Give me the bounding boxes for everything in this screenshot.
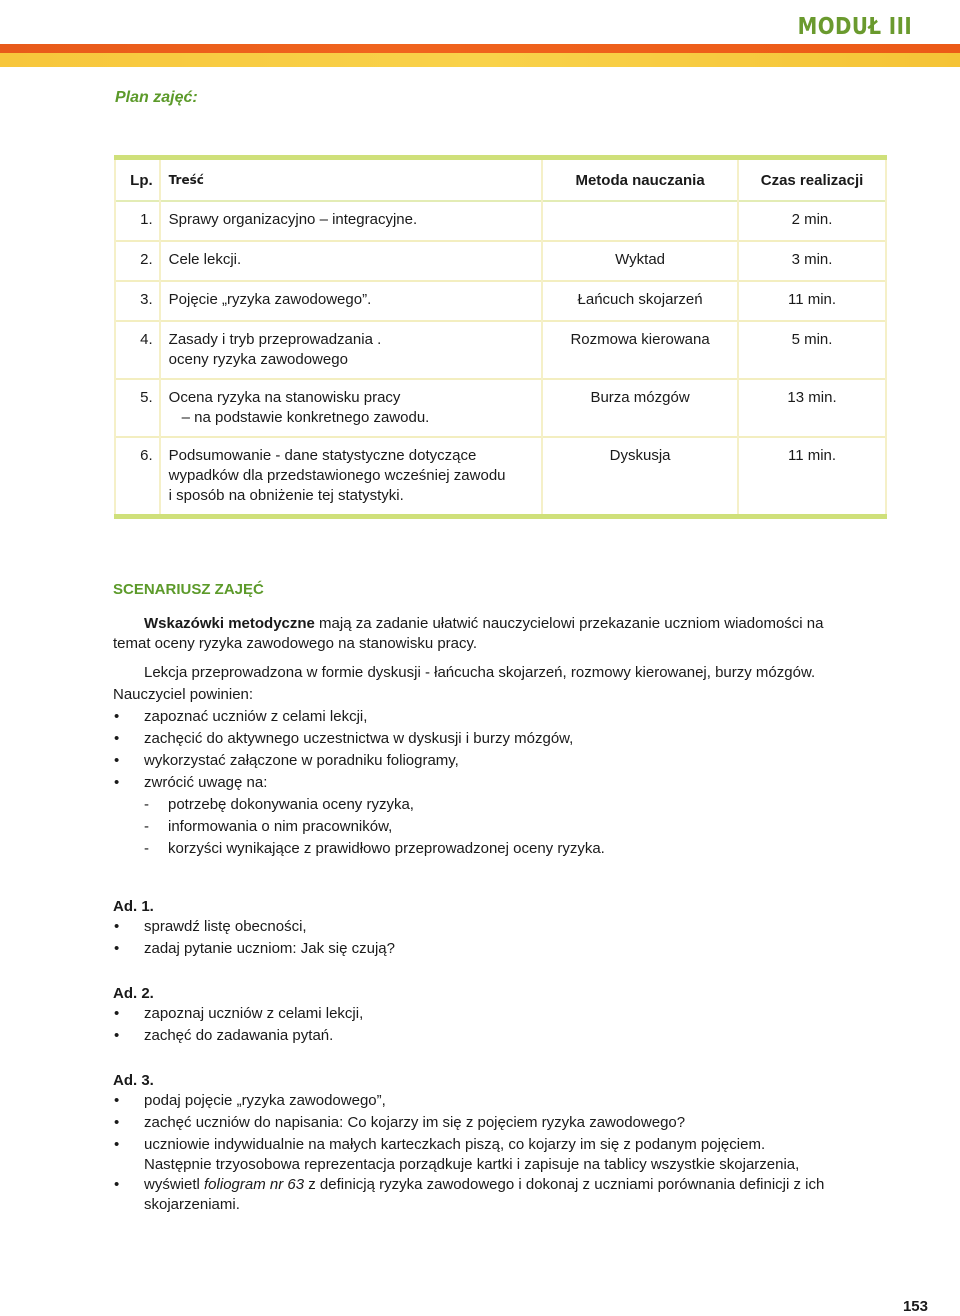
list-item-text-post: z definicją ryzyka zawodowego i dokonaj z uczniami porównania definicji z ich skojarzeniami. bbox=[144, 1176, 825, 1213]
list-item-text: uczniowie indywidualnie na małych karteczkach piszą, co kojarzy im się z podanym pojęciem. bbox=[144, 1136, 766, 1153]
list-item bbox=[113, 839, 853, 859]
cell-metoda: Rozmowa kierowana bbox=[542, 321, 738, 379]
list-item bbox=[113, 817, 853, 837]
cell-metoda: Dyskusja bbox=[542, 437, 738, 517]
cell-tresc-line: Ocena ryzyka na stanowisku pracy bbox=[168, 389, 401, 406]
list-item-text: zachęć do zadawania pytań. bbox=[144, 1027, 334, 1044]
ad2-heading: Ad. 2. bbox=[113, 985, 154, 1002]
cell-czas: 5 min. bbox=[738, 321, 886, 379]
dash-icon: - bbox=[144, 840, 149, 857]
scenario-heading: SCENARIUSZ ZAJĘĆ bbox=[113, 581, 264, 598]
list-item-text: sprawdź listę obecności, bbox=[144, 918, 307, 935]
cell-metoda: Burza mózgów bbox=[542, 379, 738, 437]
cell-metoda bbox=[542, 201, 738, 241]
cell-tresc-line: Zasady i tryb przeprowadzania . bbox=[168, 331, 382, 348]
methodical-lead bbox=[113, 615, 144, 632]
table-row bbox=[115, 437, 886, 517]
col-header-tresc: Treść bbox=[160, 158, 542, 202]
list-item-text-pre: wyświetl bbox=[144, 1176, 205, 1193]
bullet-icon: • bbox=[114, 918, 120, 935]
table-row bbox=[115, 321, 886, 379]
list-item bbox=[113, 1113, 853, 1133]
teacher-bullet-list bbox=[113, 707, 853, 793]
bullet-icon: • bbox=[114, 708, 120, 725]
table-row bbox=[115, 281, 886, 321]
cell-lp: 2. bbox=[115, 241, 160, 281]
bullet-icon: • bbox=[114, 1114, 120, 1131]
lesson-plan-table bbox=[114, 155, 887, 519]
teacher-should-line: Nauczyciel powinien: bbox=[113, 686, 254, 703]
cell-tresc bbox=[160, 281, 542, 321]
dash-icon: - bbox=[144, 796, 149, 813]
cell-tresc-line: i sposób na obniżenie tej statystyki. bbox=[168, 487, 404, 504]
cell-czas: 11 min. bbox=[738, 437, 886, 517]
bullet-icon: • bbox=[114, 730, 120, 747]
ad3-list bbox=[113, 1091, 853, 1215]
cell-czas: 13 min. bbox=[738, 379, 886, 437]
list-item bbox=[113, 1135, 853, 1175]
cell-tresc bbox=[160, 321, 542, 379]
list-item bbox=[113, 917, 853, 937]
table-row bbox=[115, 379, 886, 437]
ad3-heading: Ad. 3. bbox=[113, 1072, 154, 1089]
col-header-metoda: Metoda nauczania bbox=[542, 158, 738, 202]
table-row bbox=[115, 201, 886, 241]
cell-lp: 3. bbox=[115, 281, 160, 321]
header-yellow-stripe bbox=[0, 53, 960, 67]
ad2-list bbox=[113, 1004, 853, 1046]
bullet-icon: • bbox=[114, 752, 120, 769]
cell-tresc bbox=[160, 437, 542, 517]
bullet-icon: • bbox=[114, 774, 120, 791]
list-item-text: wykorzystać załączone w poradniku foliogramy, bbox=[144, 752, 459, 769]
foliogram-reference: foliogram nr 63 bbox=[204, 1176, 305, 1193]
list-item-text: zadaj pytanie uczniom: Jak się czują? bbox=[144, 940, 395, 957]
attention-sub-list bbox=[113, 795, 853, 859]
list-item-continuation: Następnie trzyosobowa reprezentacja porządkuje kartki i zapisuje na tablicy wszystkie skojarzenia, bbox=[144, 1156, 800, 1173]
list-item bbox=[113, 1026, 853, 1046]
plan-title: Plan zajęć: bbox=[115, 89, 198, 106]
ad1-section bbox=[113, 897, 853, 961]
ad3-section bbox=[113, 1071, 853, 1217]
methodical-rest: mają za zadanie ułatwić nauczycielowi przekazanie uczniom wiadomości na temat oceny ryzyka zawodowego na stanowisku pracy. bbox=[113, 615, 824, 652]
bullet-icon: • bbox=[114, 1176, 120, 1193]
ad1-heading: Ad. 1. bbox=[113, 898, 154, 915]
list-item bbox=[113, 1175, 853, 1215]
col-header-lp: Lp. bbox=[115, 158, 160, 202]
list-item-text: podaj pojęcie „ryzyka zawodowego”, bbox=[144, 1092, 386, 1109]
table-row bbox=[115, 241, 886, 281]
list-item-text: korzyści wynikające z prawidłowo przeprowadzonej oceny ryzyka. bbox=[168, 840, 605, 857]
list-item-text: zachęć uczniów do napisania: Co kojarzy im się z pojęciem ryzyka zawodowego? bbox=[144, 1114, 686, 1131]
bullet-icon: • bbox=[114, 1136, 120, 1153]
cell-metoda: Łańcuch skojarzeń bbox=[542, 281, 738, 321]
bullet-icon: • bbox=[114, 1005, 120, 1022]
cell-tresc bbox=[160, 201, 542, 241]
cell-lp: 6. bbox=[115, 437, 160, 517]
lesson-form-line: Lekcja przeprowadzona w formie dyskusji - łańcucha skojarzeń, rozmowy kierowanej, burzy mózgów. bbox=[144, 664, 816, 681]
header-orange-stripe bbox=[0, 44, 960, 53]
cell-czas: 2 min. bbox=[738, 201, 886, 241]
scenario-body bbox=[113, 663, 853, 861]
list-item bbox=[113, 707, 853, 727]
list-item-text: zapoznaj uczniów z celami lekcji, bbox=[144, 1005, 364, 1022]
cell-tresc bbox=[160, 379, 542, 437]
cell-czas: 11 min. bbox=[738, 281, 886, 321]
bullet-icon: • bbox=[114, 1092, 120, 1109]
list-item-text: potrzebę dokonywania oceny ryzyka, bbox=[168, 796, 414, 813]
cell-tresc-line: Sprawy organizacyjno – integracyjne. bbox=[168, 211, 418, 228]
list-item bbox=[113, 773, 853, 793]
list-item bbox=[113, 729, 853, 749]
list-item-text: informowania o nim pracowników, bbox=[168, 818, 393, 835]
cell-tresc bbox=[160, 241, 542, 281]
cell-lp: 4. bbox=[115, 321, 160, 379]
cell-tresc-line: Podsumowanie - dane statystyczne dotyczące bbox=[168, 447, 477, 464]
cell-tresc-line: wypadków dla przedstawionego wcześniej zawodu bbox=[168, 467, 506, 484]
cell-metoda: Wyktad bbox=[542, 241, 738, 281]
cell-tresc-line: Cele lekcji. bbox=[168, 251, 242, 268]
cell-tresc-line: – na podstawie konkretnego zawodu. bbox=[181, 409, 430, 426]
cell-tresc-line: oceny ryzyka zawodowego bbox=[168, 351, 348, 368]
module-title: MODUŁ III bbox=[797, 14, 912, 40]
bullet-icon: • bbox=[114, 940, 120, 957]
table-header-row bbox=[115, 158, 886, 202]
cell-tresc-line: Pojęcie „ryzyka zawodowego”. bbox=[168, 291, 372, 308]
list-item bbox=[113, 939, 853, 959]
col-header-czas: Czas realizacji bbox=[738, 158, 886, 202]
methodical-paragraph bbox=[113, 614, 853, 654]
list-item bbox=[113, 751, 853, 771]
list-item bbox=[113, 1004, 853, 1024]
dash-icon: - bbox=[144, 818, 149, 835]
list-item-text: zachęcić do aktywnego uczestnictwa w dyskusji i burzy mózgów, bbox=[144, 730, 574, 747]
page-number: 153 bbox=[902, 1298, 928, 1315]
list-item-text: zapoznać uczniów z celami lekcji, bbox=[144, 708, 368, 725]
cell-lp: 5. bbox=[115, 379, 160, 437]
bullet-icon: • bbox=[114, 1027, 120, 1044]
methodical-bold: Wskazówki metodyczne bbox=[144, 615, 315, 632]
cell-czas: 3 min. bbox=[738, 241, 886, 281]
cell-lp: 1. bbox=[115, 201, 160, 241]
ad1-list bbox=[113, 917, 853, 959]
ad2-section bbox=[113, 984, 853, 1048]
list-item bbox=[113, 795, 853, 815]
list-item-text: zwrócić uwagę na: bbox=[144, 774, 268, 791]
list-item bbox=[113, 1091, 853, 1111]
